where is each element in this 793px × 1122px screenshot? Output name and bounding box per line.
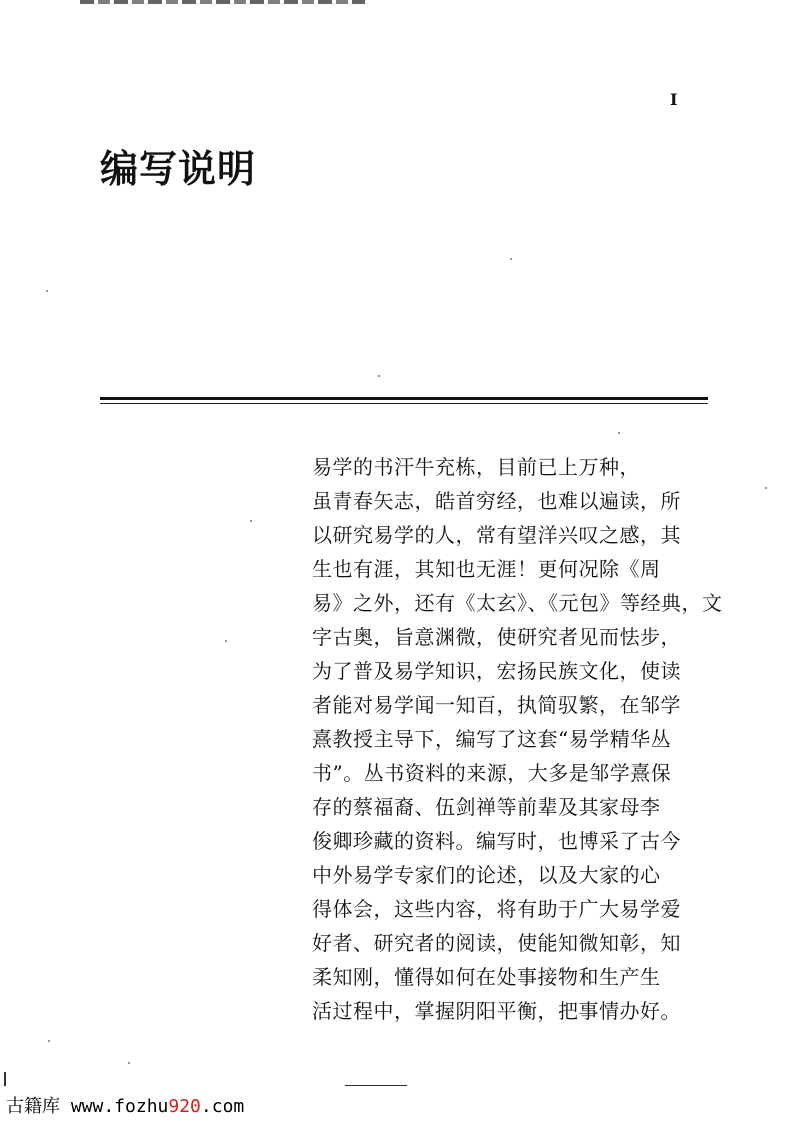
scan-speck (225, 640, 227, 642)
scan-speck (46, 290, 48, 292)
horizontal-rule-thick (100, 397, 708, 400)
watermark (0, 1090, 248, 1120)
scan-speck (48, 1040, 50, 1042)
watermark-prefix: 古籍库 www.fozhu (6, 1096, 169, 1117)
body-line: 活过程中，掌握阴阳平衡，把事情办好。 (312, 999, 681, 1023)
horizontal-rule-thin (100, 403, 708, 404)
body-line: 中外易学专家们的论述，以及大家的心 (312, 863, 661, 887)
scan-artifact-left (4, 1072, 6, 1086)
section-title: 编写说明 (100, 147, 257, 191)
scan-speck (250, 520, 252, 522)
scan-speck (618, 432, 620, 434)
body-line: 得体会，这些内容，将有助于广大易学爱 (312, 897, 681, 921)
watermark-highlight: 920 (168, 1096, 201, 1117)
body-line: 好者、研究者的阅读，使能知微知彰，知 (312, 931, 681, 955)
body-line: 俊卿珍藏的资料。编写时，也博采了古今 (312, 829, 681, 853)
scan-artifact-top (80, 0, 365, 4)
bottom-rule (345, 1085, 407, 1086)
body-paragraph (312, 450, 723, 1028)
body-line: 易》之外，还有《太玄》、《元包》等经典，文 (312, 591, 723, 615)
scan-speck (378, 375, 380, 377)
watermark-suffix: .com (200, 1096, 245, 1117)
body-line: 虽青春矢志，皓首穷经，也难以遍读，所 (312, 489, 681, 513)
body-line: 以研究易学的人，常有望洋兴叹之感，其 (312, 523, 681, 547)
scan-speck (765, 487, 767, 489)
body-line: 书”。丛书资料的来源，大多是邹学熹保 (312, 761, 672, 785)
body-line: 字古奥，旨意渊微，使研究者见而怯步， (312, 625, 681, 649)
body-line: 为了普及易学知识，宏扬民族文化，使读 (312, 659, 681, 683)
body-line: 生也有涯，其知也无涯！更何况除《周 (312, 557, 661, 581)
page-number: I (670, 90, 678, 109)
body-line: 存的蔡福裔、伍剑禅等前辈及其家母李 (312, 795, 661, 819)
body-line: 柔知刚，懂得如何在处事接物和生产生 (312, 965, 661, 989)
body-line: 易学的书汗牛充栋，目前已上万种， (312, 455, 640, 479)
body-line: 熹教授主导下，编写了这套“易学精华丛 (312, 727, 672, 751)
body-line: 者能对易学闻一知百，执简驭繁，在邹学 (312, 693, 681, 717)
scan-speck (510, 258, 512, 260)
scan-speck (128, 1062, 130, 1064)
